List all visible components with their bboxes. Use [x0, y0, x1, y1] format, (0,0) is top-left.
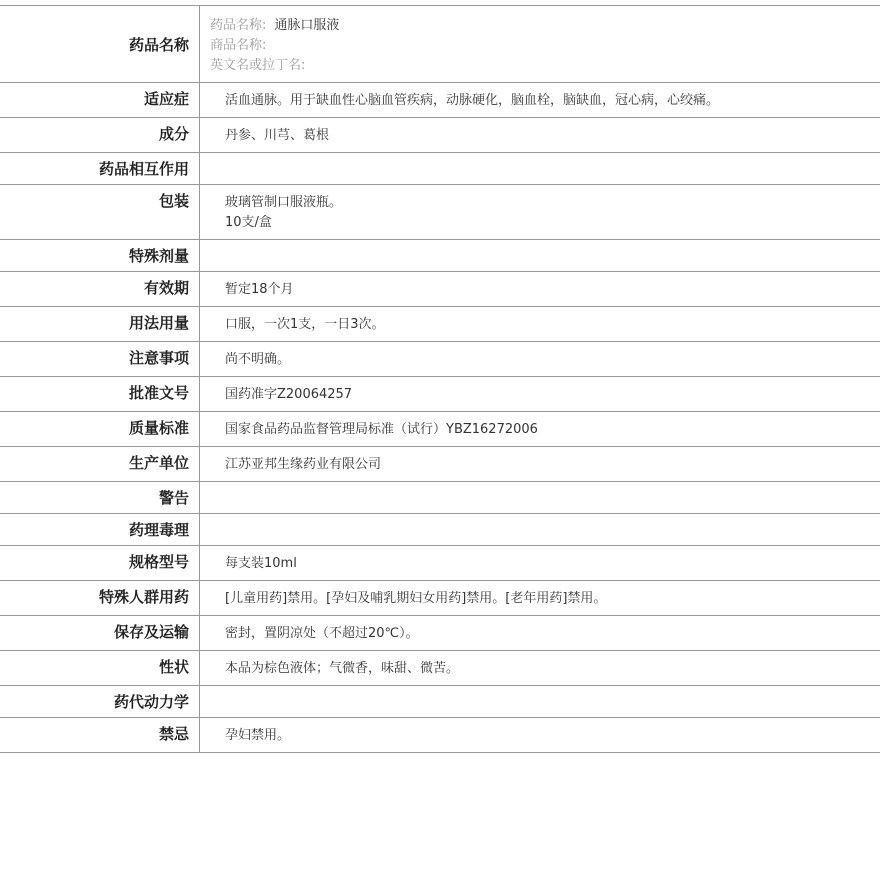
row-label: 生产单位 — [0, 447, 200, 481]
row-label: 禁忌 — [0, 718, 200, 752]
spec-row — [0, 342, 880, 377]
row-value — [200, 6, 880, 82]
row-value — [200, 581, 880, 615]
spec-row — [0, 240, 880, 272]
spec-row — [0, 83, 880, 118]
row-value — [200, 651, 880, 685]
row-value — [200, 153, 880, 184]
row-label: 保存及运输 — [0, 616, 200, 650]
row-value — [200, 342, 880, 376]
row-value-line: 活血通脉。用于缺血性心脑血管疾病，动脉硬化，脑血栓，脑缺血，冠心病，心绞痛。 — [225, 93, 720, 108]
row-label: 特殊人群用药 — [0, 581, 200, 615]
row-label: 药品名称 — [0, 6, 200, 82]
row-value — [200, 447, 880, 481]
row-value-line: 丹参、川芎、葛根 — [225, 128, 330, 143]
row-label: 用法用量 — [0, 307, 200, 341]
generic-name-key: 药品名称: — [210, 18, 267, 33]
row-label: 成分 — [0, 118, 200, 152]
row-value-line: 口服，一次1支，一日3次。 — [225, 317, 385, 332]
spec-row — [0, 686, 880, 718]
trade-name-line — [210, 36, 880, 56]
row-label: 规格型号 — [0, 546, 200, 580]
spec-row — [0, 272, 880, 307]
row-drug-names — [0, 6, 880, 83]
row-value — [200, 718, 880, 752]
row-label: 药代动力学 — [0, 686, 200, 717]
row-value-line: 密封，置阴凉处（不超过20℃）。 — [225, 626, 419, 641]
row-value-line: 孕妇禁用。 — [225, 728, 291, 743]
row-value-line: 尚不明确。 — [225, 352, 291, 367]
generic-name-value: 通脉口服液 — [274, 18, 340, 33]
row-value — [200, 240, 880, 271]
row-value — [200, 546, 880, 580]
row-value — [200, 616, 880, 650]
drug-spec-table — [0, 5, 880, 753]
row-label: 药品相互作用 — [0, 153, 200, 184]
spec-rows — [0, 83, 880, 753]
row-label: 有效期 — [0, 272, 200, 306]
spec-row — [0, 185, 880, 240]
row-label: 警告 — [0, 482, 200, 513]
row-label: 适应症 — [0, 83, 200, 117]
spec-row — [0, 616, 880, 651]
spec-row — [0, 546, 880, 581]
spec-row — [0, 412, 880, 447]
row-value-line: 国家食品药品监督管理局标准（试行）YBZ16272006 — [225, 422, 538, 437]
row-value — [200, 185, 880, 239]
row-value — [200, 118, 880, 152]
row-value — [200, 686, 880, 717]
row-value — [200, 514, 880, 545]
row-value-line: 本品为棕色液体；气微香，味甜、微苦。 — [225, 661, 460, 676]
spec-row — [0, 307, 880, 342]
row-value-line: 10支/盒 — [225, 215, 272, 230]
spec-row — [0, 377, 880, 412]
row-value — [200, 482, 880, 513]
row-value-line: 暂定18个月 — [225, 282, 294, 297]
spec-row — [0, 514, 880, 546]
row-label: 批准文号 — [0, 377, 200, 411]
spec-row — [0, 482, 880, 514]
spec-row — [0, 718, 880, 753]
generic-name-line — [210, 16, 880, 36]
trade-name-key: 商品名称: — [210, 38, 267, 53]
row-value-line: 每支装10ml — [225, 556, 297, 571]
row-value — [200, 272, 880, 306]
row-value — [200, 377, 880, 411]
row-label: 包装 — [0, 185, 200, 239]
row-value-line: 玻璃管制口服液瓶。 — [225, 195, 343, 210]
row-value — [200, 307, 880, 341]
row-label: 性状 — [0, 651, 200, 685]
spec-row — [0, 153, 880, 185]
row-label: 质量标准 — [0, 412, 200, 446]
spec-row — [0, 118, 880, 153]
row-value-line: [儿童用药]禁用。[孕妇及哺乳期妇女用药]禁用。[老年用药]禁用。 — [225, 591, 607, 606]
row-value-line: 江苏亚邦生缘药业有限公司 — [225, 457, 382, 472]
row-value — [200, 412, 880, 446]
english-name-key: 英文名或拉丁名: — [210, 58, 306, 73]
spec-row — [0, 581, 880, 616]
row-value-line: 国药准字Z20064257 — [225, 387, 353, 402]
row-label: 注意事项 — [0, 342, 200, 376]
row-label: 药理毒理 — [0, 514, 200, 545]
row-label: 特殊剂量 — [0, 240, 200, 271]
english-name-line — [210, 56, 880, 76]
spec-row — [0, 651, 880, 686]
row-value — [200, 83, 880, 117]
spec-row — [0, 447, 880, 482]
